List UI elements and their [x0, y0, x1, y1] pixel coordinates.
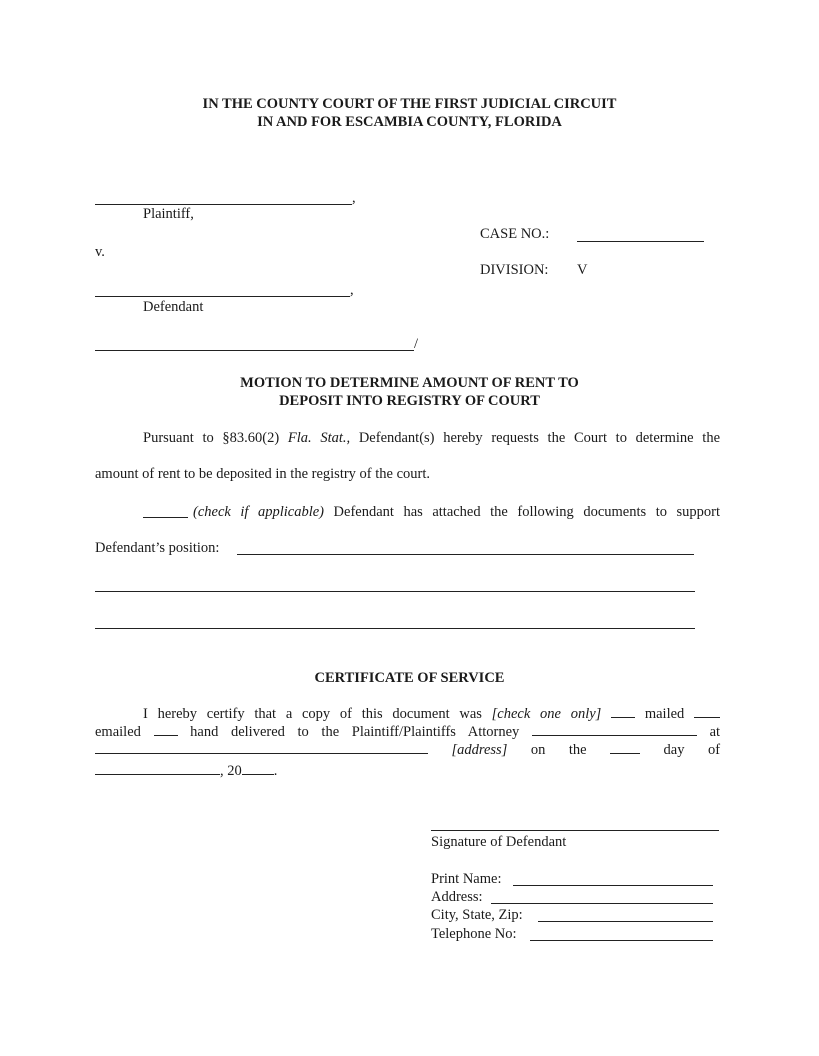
caption-slash: /	[414, 336, 419, 352]
case-no-label: CASE NO.:	[480, 226, 550, 242]
plaintiff-label: Plaintiff,	[143, 206, 194, 222]
paragraph2-line1	[193, 503, 720, 521]
paragraph1-line1	[143, 429, 720, 447]
address-note: [address]	[451, 742, 508, 758]
telephone-label: Telephone No:	[431, 926, 517, 942]
emailed-checkbox-blank[interactable]	[694, 705, 720, 718]
check-applicable-blank[interactable]	[143, 517, 188, 518]
of-label: of	[707, 742, 721, 758]
at-label: at	[709, 724, 721, 740]
caption-close-line	[95, 350, 414, 351]
address-line[interactable]	[491, 903, 713, 904]
paragraph2-line2: Defendant’s position:	[95, 540, 220, 556]
certificate-text: I hereby certify that a copy of this document was	[143, 706, 482, 722]
check-one-note: [check one only]	[491, 706, 602, 722]
day-label: day	[663, 742, 685, 758]
certificate-heading: CERTIFICATE OF SERVICE	[314, 670, 505, 686]
certificate-line4	[95, 762, 277, 780]
certificate-line3	[95, 741, 720, 759]
division-value: V	[577, 262, 588, 278]
city-state-zip-line[interactable]	[538, 921, 713, 922]
paragraph1-text-a: Pursuant to §83.60(2)	[143, 430, 288, 446]
print-name-label: Print Name:	[431, 871, 502, 887]
on-label: on	[530, 742, 546, 758]
court-header-line1: IN THE COUNTY COURT OF THE FIRST JUDICIAL CIRCUIT	[202, 96, 617, 112]
print-name-line[interactable]	[513, 885, 713, 886]
certificate-line2	[95, 723, 720, 741]
address-label: Address:	[431, 889, 483, 905]
day-blank[interactable]	[610, 741, 640, 754]
documents-line-2[interactable]	[95, 591, 695, 592]
paragraph2-text: Defendant has attached the following documents to support	[324, 504, 721, 520]
emailed-label: emailed	[95, 724, 141, 740]
signature-label: Signature of Defendant	[431, 834, 567, 850]
paragraph1-text-b: Defendant(s) hereby requests the Court to determine the	[350, 430, 720, 446]
hand-delivered-checkbox-blank[interactable]	[154, 723, 178, 736]
case-no-line[interactable]	[577, 241, 704, 242]
paragraph2-check-note: (check if applicable)	[193, 504, 324, 520]
the-label: the	[568, 742, 587, 758]
paragraph1-line2: amount of rent to be deposited in the registry of the court.	[95, 466, 431, 482]
city-state-zip-label: City, State, Zip:	[431, 907, 523, 923]
telephone-line[interactable]	[530, 940, 713, 941]
paragraph1-citation: Fla. Stat.,	[287, 430, 351, 446]
defendant-comma: ,	[350, 282, 354, 298]
certificate-line1	[143, 705, 720, 723]
signature-line[interactable]	[431, 830, 719, 831]
plaintiff-comma: ,	[352, 190, 356, 206]
motion-title-line1: MOTION TO DETERMINE AMOUNT OF RENT TO	[240, 375, 579, 391]
documents-line-3[interactable]	[95, 628, 695, 629]
motion-title-line2: DEPOSIT INTO REGISTRY OF COURT	[279, 393, 540, 409]
division-label: DIVISION:	[480, 262, 549, 278]
date-period: .	[273, 763, 278, 779]
address-blank[interactable]	[95, 741, 428, 754]
year-blank[interactable]	[242, 762, 274, 775]
defendant-label: Defendant	[143, 299, 204, 315]
plaintiff-name-line[interactable]	[95, 204, 352, 205]
year-prefix: , 20	[220, 763, 242, 779]
mailed-checkbox-blank[interactable]	[611, 705, 635, 718]
mailed-label: mailed	[644, 706, 685, 722]
documents-line-1[interactable]	[237, 554, 694, 555]
defendant-name-line[interactable]	[95, 296, 350, 297]
month-blank[interactable]	[95, 762, 220, 775]
court-header-line2: IN AND FOR ESCAMBIA COUNTY, FLORIDA	[257, 114, 562, 130]
versus-label: v.	[95, 244, 105, 260]
attorney-name-blank[interactable]	[532, 723, 697, 736]
hand-delivered-label: hand delivered to the Plaintiff/Plaintiffs Attorney	[190, 724, 520, 740]
